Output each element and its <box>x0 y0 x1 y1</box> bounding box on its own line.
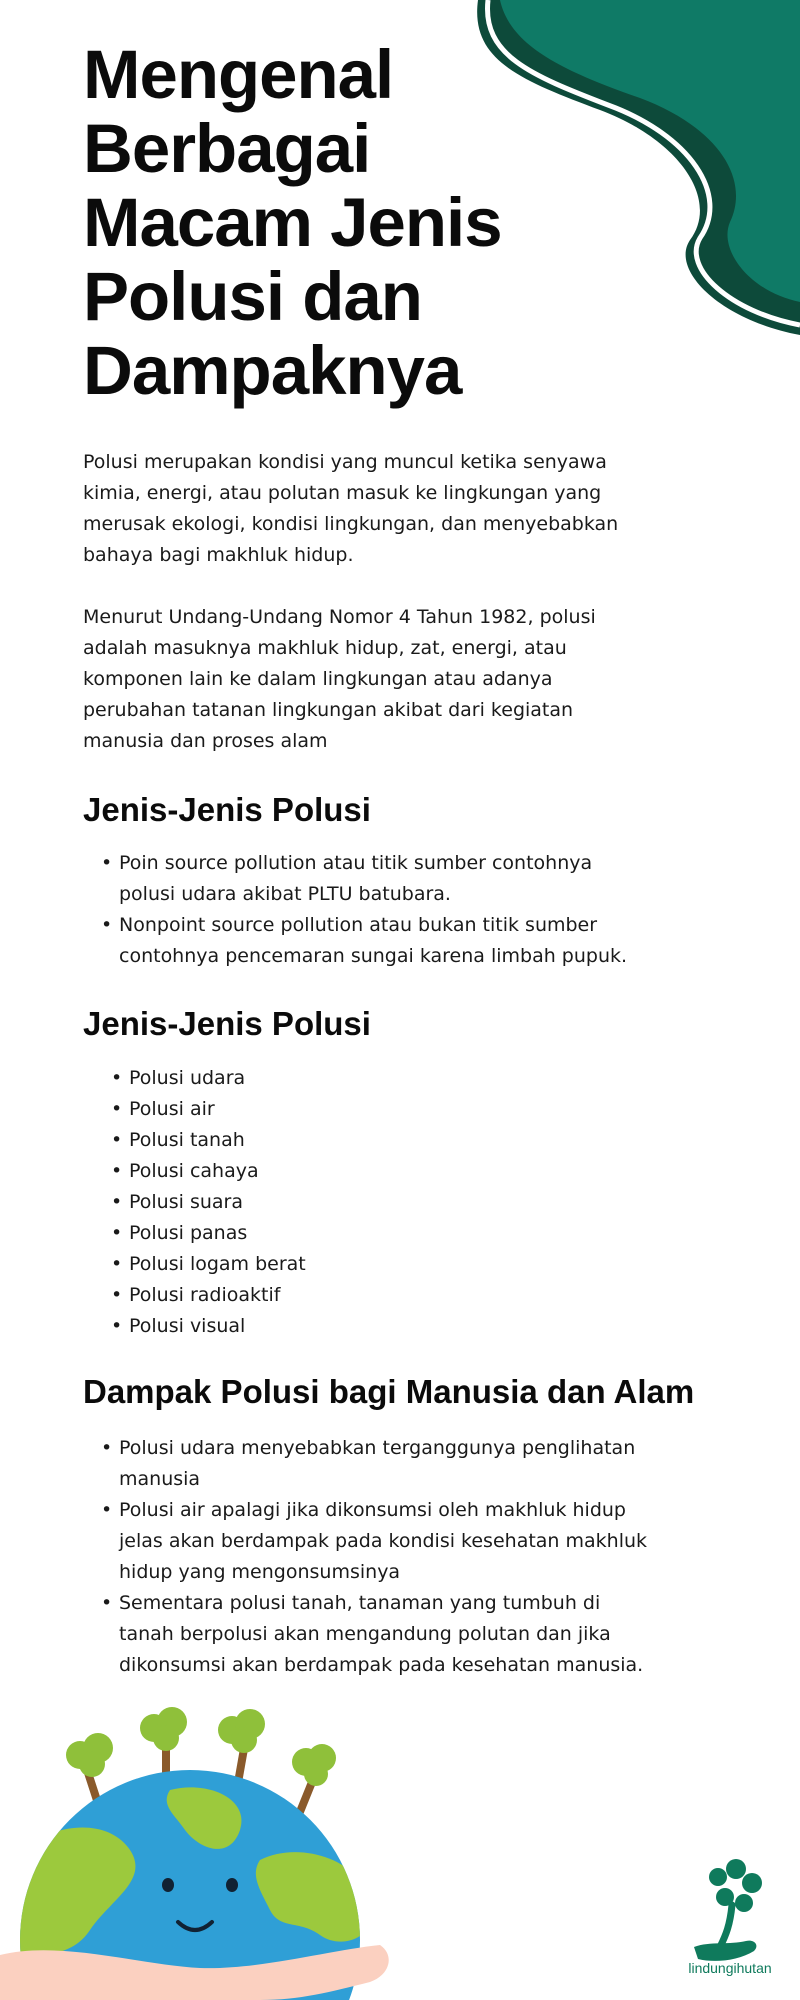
title-line: Macam Jenis <box>83 184 502 261</box>
intro-paragraph-2: Menurut Undang-Undang Nomor 4 Tahun 1982, polusi adalah masuknya makhluk hidup, zat, energi, atau komponen lain ke dalam lingkungan atau adanya perubahan tatanan lingkungan akibat dari kegiatan manusia dan proses alam <box>83 606 596 752</box>
tree-icon <box>292 1744 336 1816</box>
title-line: Polusi dan <box>83 258 422 335</box>
impact-list <box>119 1433 647 1681</box>
title-line: Mengenal <box>83 36 394 113</box>
section-heading: Jenis-Jenis Polusi <box>83 1005 371 1042</box>
list-item: • Polusi air apalagi jika dikonsumsi oleh makhluk hidup jelas akan berdampak pada kondisi kesehatan makhluk hidup yang mengonsumsinya <box>119 1495 647 1588</box>
list-item: • Nonpoint source pollution atau bukan titik sumber contohnya pencemaran sungai karena limbah pupuk. <box>119 910 627 972</box>
pollution-source-list <box>119 848 627 972</box>
brand-name: lindungihutan <box>688 1960 772 1976</box>
list-item: • Polusi cahaya <box>129 1156 306 1187</box>
list-item: • Polusi tanah <box>129 1125 306 1156</box>
earth-illustration <box>0 1700 400 2000</box>
title-line: Dampaknya <box>83 332 462 409</box>
list-item: • Sementara polusi tanah, tanaman yang tumbuh di tanah berpolusi akan mengandung polutan dan jika dikonsumsi akan berdampak pada kesehatan manusia. <box>119 1588 647 1681</box>
page-title <box>83 38 502 408</box>
list-item: • Polusi visual <box>129 1311 306 1342</box>
section-heading: Dampak Polusi bagi Manusia dan Alam <box>83 1373 695 1410</box>
list-item: • Polusi suara <box>129 1187 306 1218</box>
list-item: • Polusi air <box>129 1094 306 1125</box>
list-item: • Poin source pollution atau titik sumber contohnya polusi udara akibat PLTU batubara. <box>119 848 627 910</box>
list-item: • Polusi udara menyebabkan terganggunya penglihatan manusia <box>119 1433 647 1495</box>
list-item: • Polusi logam berat <box>129 1249 306 1280</box>
list-item: • Polusi radioaktif <box>129 1280 306 1311</box>
intro-paragraph-1: Polusi merupakan kondisi yang muncul ketika senyawa kimia, energi, atau polutan masuk ke lingkungan yang merusak ekologi, kondisi lingkungan, dan menyebabkan bahaya bagi makhluk hidup. <box>83 451 619 566</box>
list-item: • Polusi panas <box>129 1218 306 1249</box>
pollution-type-list <box>129 1063 306 1342</box>
title-line: Berbagai <box>83 110 371 187</box>
section-heading: Jenis-Jenis Polusi <box>83 791 371 828</box>
list-item: • Polusi udara <box>129 1063 306 1094</box>
tree-icon <box>140 1707 187 1780</box>
tree-icon <box>218 1709 265 1784</box>
